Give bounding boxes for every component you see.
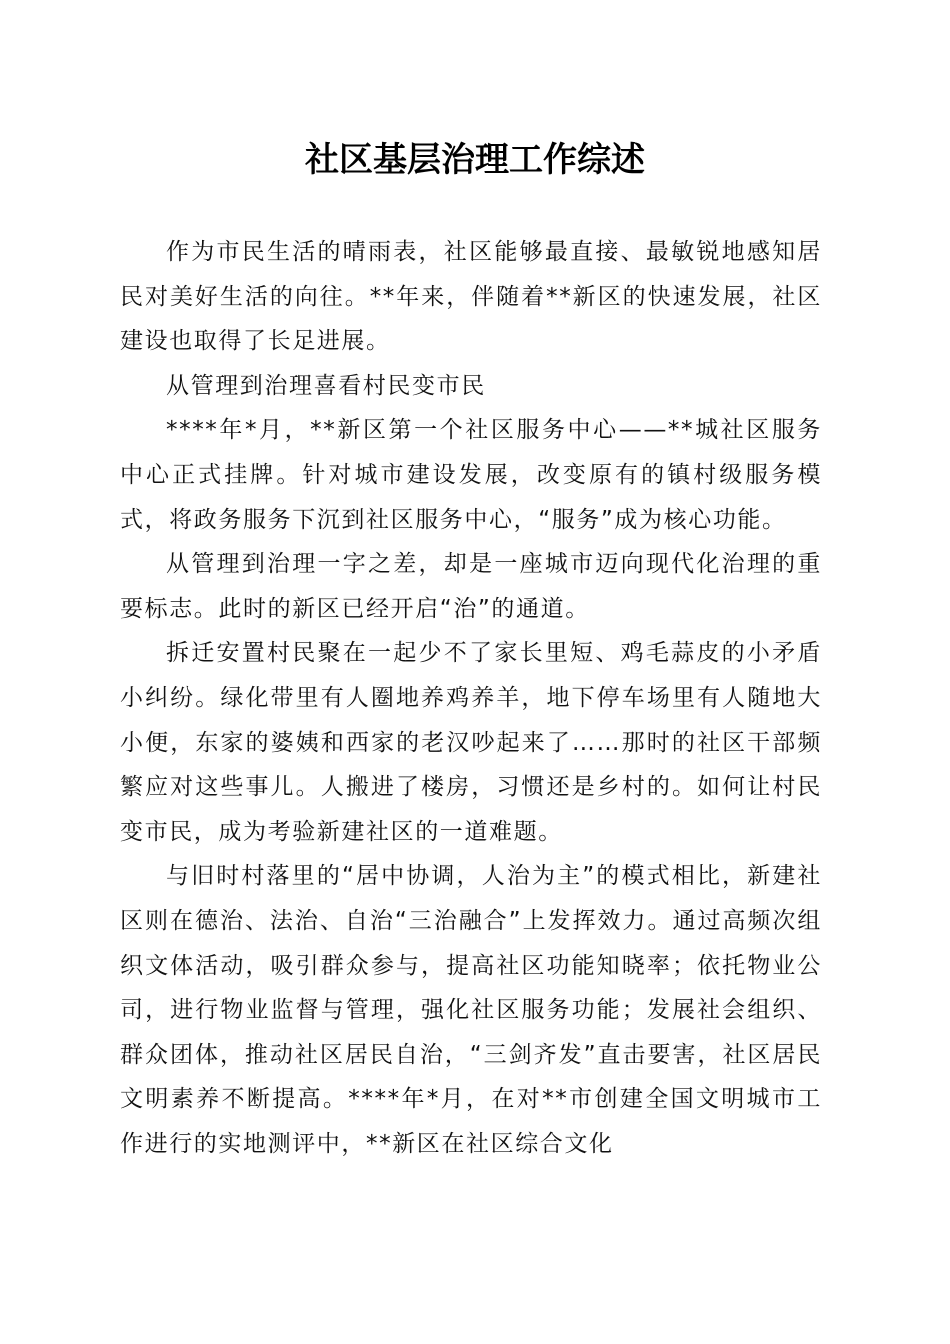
paragraph-intro: 作为市民生活的晴雨表，社区能够最直接、最敏锐地感知居民对美好生活的向往。**年来，伴随着**新区的快速发展，社区建设也取得了长足进展。 — [120, 239, 822, 355]
document-body — [120, 230, 822, 1166]
section-heading: 从管理到治理喜看村民变市民 — [166, 372, 486, 399]
paragraph: ****年*月，**新区第一个社区服务中心——**城社区服务中心正式挂牌。针对城市建设发展，改变原有的镇村级服务模式，将政务服务下沉到社区服务中心，“服务”成为核心功能。 — [120, 417, 822, 533]
paragraph: 拆迁安置村民聚在一起少不了家长里短、鸡毛蒜皮的小矛盾小纠纷。绿化带里有人圈地养鸡养羊，地下停车场里有人随地大小便，东家的婆姨和西家的老汉吵起来了……那时的社区干部频繁应对这些事儿。人搬进了楼房，习惯还是乡村的。如何让村民变市民，成为考验新建社区的一道难题。 — [120, 640, 822, 845]
paragraph: 从管理到治理一字之差，却是一座城市迈向现代化治理的重要标志。此时的新区已经开启“治”的通道。 — [120, 551, 822, 622]
paragraph: 与旧时村落里的“居中协调，人治为主”的模式相比，新建社区则在德治、法治、自治“三治融合”上发挥效力。通过高频次组织文体活动，吸引群众参与，提高社区功能知晓率；依托物业公司，进行物业监督与管理，强化社区服务功能；发展社会组织、群众团体，推动社区居民自治，“三剑齐发”直击要害，社区居民文明素养不断提高。****年*月，在对**市创建全国文明城市工作进行的实地测评中，**新区在社区综合文化 — [120, 863, 822, 1157]
document-title: 社区基层治理工作综述 — [305, 140, 645, 180]
